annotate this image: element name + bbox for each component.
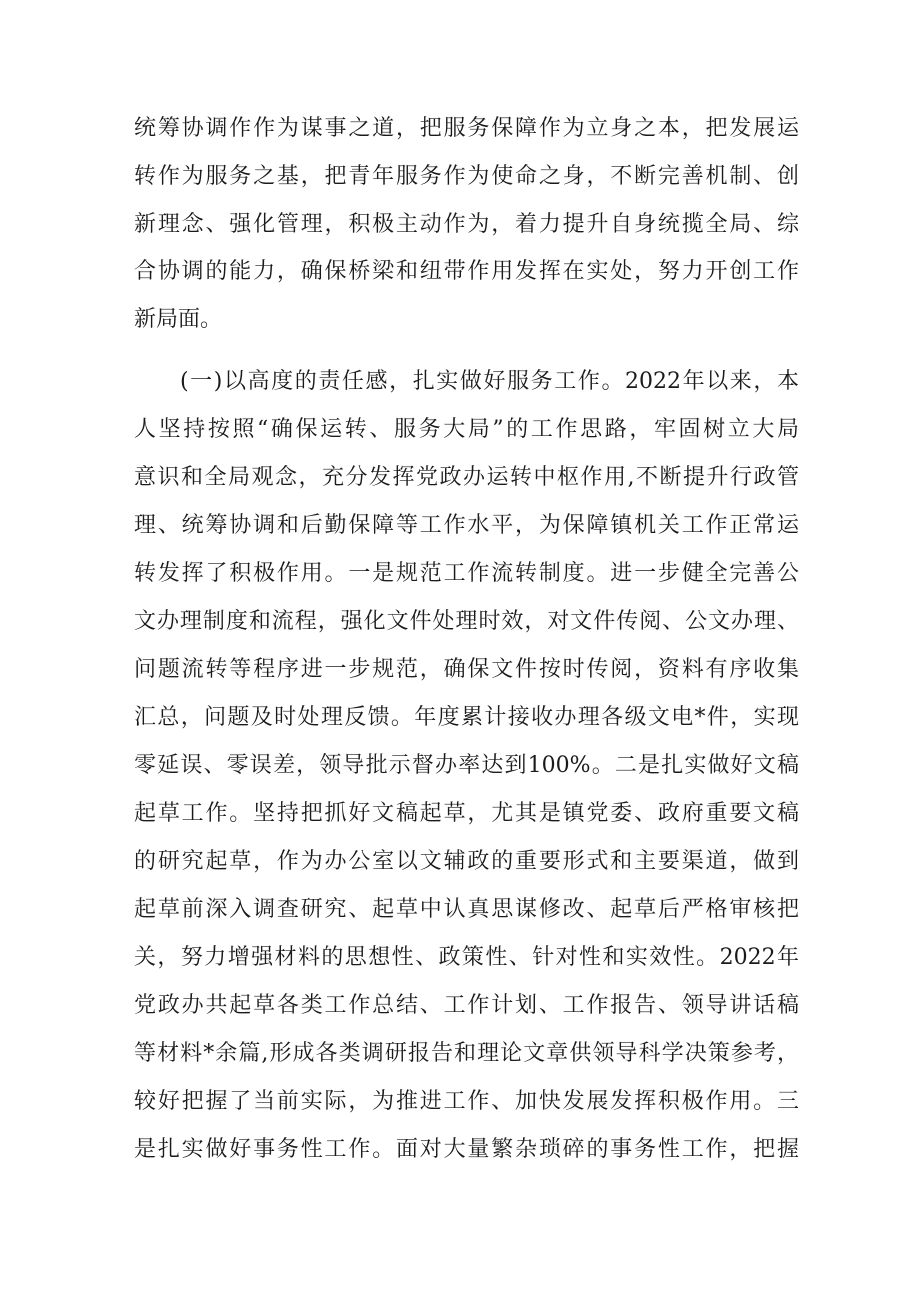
paragraph-2-line-6: 文办理制度和流程，强化文件处理时效，对文件传阅、公文办理、 <box>134 609 799 634</box>
paragraph-1-line-1: 统筹协调作作为谋事之道，把服务保障作为立身之本，把发展运 <box>134 116 799 141</box>
paragraph-2-line-12: 起草前深入调查研究、起草中认真思谋修改、起草后严格审核把 <box>134 897 799 922</box>
paragraph-2-line-3: 意识和全局观念，充分发挥党政办运转中枢作用,不断提升行政管 <box>134 465 799 490</box>
paragraph-1-line-3: 新理念、强化管理，积极主动作为，着力提升自身统揽全局、综 <box>134 212 799 237</box>
paragraph-2-line-7: 问题流转等程序进一步规范，确保文件按时传阅，资料有序收集 <box>134 657 799 682</box>
paragraph-1-line-2: 转作为服务之基，把青年服务作为使命之身，不断完善机制、创 <box>134 164 799 189</box>
paragraph-2-line-16: 较好把握了当前实际，为推进工作、加快发展发挥积极作用。三 <box>134 1089 799 1114</box>
paragraph-2-line-17: 是扎实做好事务性工作。面对大量繁杂琐碎的事务性工作，把握 <box>134 1137 799 1162</box>
paragraph-2-line-11: 的研究起草，作为办公室以文辅政的重要形式和主要渠道，做到 <box>134 849 799 874</box>
paragraph-2-line-13: 关，努力增强材料的思想性、政策性、针对性和实效性。2022年 <box>134 945 799 970</box>
paragraph-2-line-8: 汇总，问题及时处理反馈。年度累计接收办理各级文电*件，实现 <box>134 705 799 730</box>
paragraph-2-line-2: 人坚持按照“确保运转、服务大局”的工作思路，牢固树立大局 <box>134 417 799 442</box>
paragraph-2-line-14: 党政办共起草各类工作总结、工作计划、工作报告、领导讲话稿 <box>134 993 799 1018</box>
paragraph-2-line-15: 等材料*余篇,形成各类调研报告和理论文章供领导科学决策参考， <box>134 1041 799 1066</box>
paragraph-2-line-4: 理、统筹协调和后勤保障等工作水平，为保障镇机关工作正常运 <box>134 513 799 538</box>
paragraph-2-line-5: 转发挥了积极作用。一是规范工作流转制度。进一步健全完善公 <box>134 561 799 586</box>
paragraph-2-line-1: (一)以高度的责任感，扎实做好服务工作。2022年以来，本 <box>180 369 799 394</box>
paragraph-2-line-10: 起草工作。坚持把抓好文稿起草，尤其是镇党委、政府重要文稿 <box>134 801 799 826</box>
paragraph-1-line-4: 合协调的能力，确保桥梁和纽带作用发挥在实处，努力开创工作 <box>134 259 799 284</box>
paragraph-1-line-5: 新局面。 <box>134 307 223 332</box>
paragraph-2-line-9: 零延误、零误差，领导批示督办率达到100%。二是扎实做好文稿 <box>134 753 799 778</box>
